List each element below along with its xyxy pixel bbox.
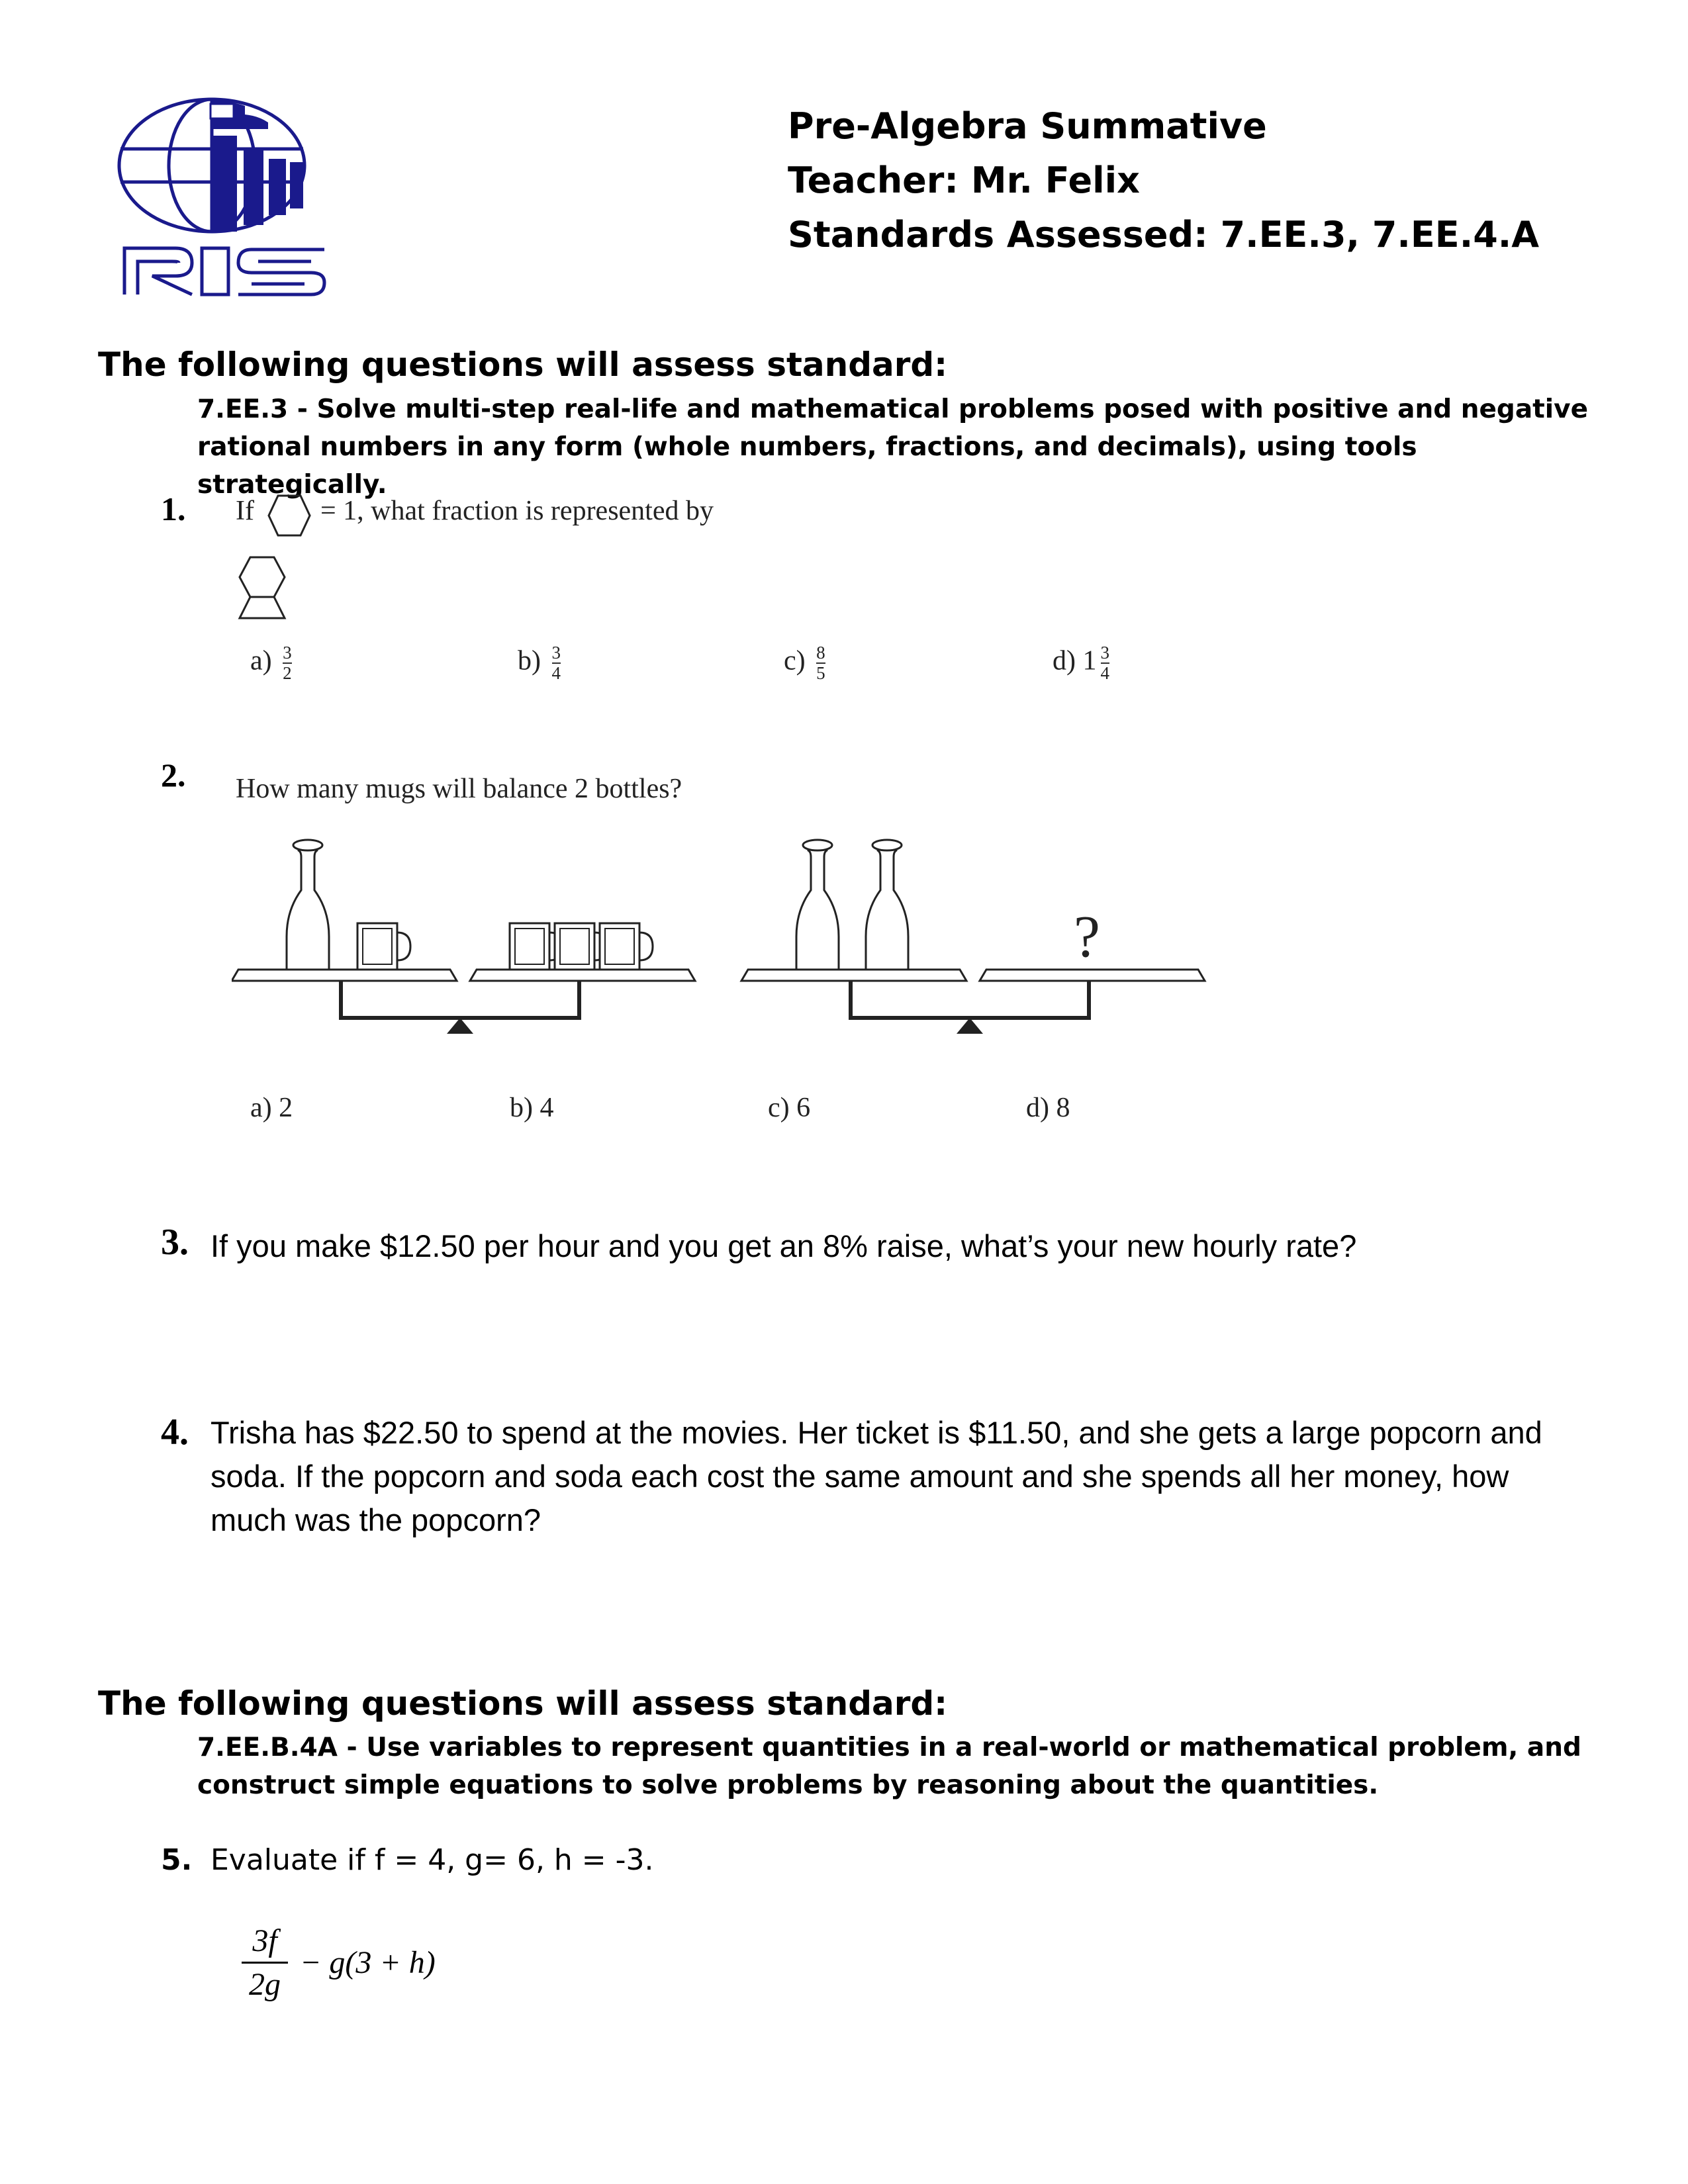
- q2-option-c: c) 6: [768, 1093, 811, 1123]
- bottle-icon: [796, 840, 839, 970]
- section2-standard-code: 7.EE.B.4A -: [197, 1733, 357, 1762]
- hexagon-icon: [266, 493, 312, 538]
- q1-option-a-label: a): [250, 645, 272, 676]
- question-3-number: 3.: [161, 1222, 189, 1263]
- expression-fraction: [242, 1923, 288, 2003]
- q1-option-d-num: 3: [1100, 643, 1109, 662]
- school-logo: [113, 96, 338, 301]
- q2-option-a: a) 2: [250, 1093, 293, 1123]
- question-1-prompt-if: If: [236, 496, 254, 526]
- q1-option-d-label: d): [1053, 645, 1076, 676]
- q1-option-c-label: c): [784, 645, 806, 676]
- q1-option-d-whole: 1: [1082, 645, 1097, 676]
- question-4-number: 4.: [161, 1412, 189, 1453]
- expression-denominator: 2g: [249, 1967, 281, 2002]
- question-2-number: 2.: [161, 756, 186, 794]
- q1-option-a-fraction: [283, 644, 292, 682]
- q1-option-d: [1053, 644, 1109, 682]
- q1-option-a-num: 3: [283, 643, 292, 662]
- q1-option-d-fraction: [1101, 644, 1110, 682]
- q1-option-b-label: b): [518, 645, 541, 676]
- expression-rest: − g(3 + h): [300, 1945, 436, 1980]
- q1-option-c: [784, 644, 825, 682]
- q1-option-c-num: 8: [816, 643, 825, 662]
- document-header: [788, 99, 1615, 262]
- left-balance-scale: [232, 840, 695, 1034]
- expression: [242, 1923, 436, 2003]
- q1-option-c-den: 5: [816, 663, 825, 683]
- document-title: Pre-Algebra Summative: [788, 105, 1267, 147]
- q1-option-b: [518, 644, 561, 682]
- question-3-text: If you make $12.50 per hour and you get an 8% raise, what’s your new hourly rate?: [211, 1228, 1357, 1263]
- bottle-icon: [287, 840, 329, 970]
- q1-option-a: [250, 644, 292, 682]
- q2-option-b: b) 4: [510, 1093, 554, 1123]
- teacher-name: Teacher: Mr. Felix: [788, 159, 1140, 201]
- section1-standard-code: 7.EE.3 -: [197, 394, 308, 424]
- section2-standard: [197, 1729, 1601, 1804]
- q1-option-b-fraction: [552, 644, 561, 682]
- question-1-number: 1.: [161, 490, 186, 527]
- question-2-prompt: How many mugs will balance 2 bottles?: [236, 774, 682, 804]
- expression-numerator: 3f: [252, 1923, 277, 1958]
- right-balance-scale: [741, 840, 1205, 1034]
- ris-lettering-icon: [119, 243, 331, 299]
- q1-option-b-den: 4: [551, 663, 561, 683]
- mug-icon: [357, 923, 410, 970]
- q2-option-d: d) 8: [1026, 1093, 1070, 1123]
- question-5-number: 5.: [161, 1843, 193, 1877]
- section1-standard-description: Solve multi-step real-life and mathematical problems posed with positive and negative rational numbers in any form (whole numbers, fractions, and decimals), using tools strategically.: [197, 394, 1589, 500]
- standards-assessed: Standards Assessed: 7.EE.3, 7.EE.4.A: [788, 214, 1540, 255]
- section1-heading: The following questions will assess standard:: [98, 345, 948, 384]
- section1-standard: [197, 390, 1601, 504]
- q1-option-a-den: 2: [283, 663, 292, 683]
- section2-heading: The following questions will assess standard:: [98, 1684, 948, 1723]
- bottle-icon: [866, 840, 908, 970]
- q1-option-b-num: 3: [551, 643, 561, 662]
- unknown-question-mark: ?: [1074, 904, 1100, 970]
- balance-scales-figure: [232, 834, 1211, 1052]
- question-4-text: Trisha has $22.50 to spend at the movies. Her ticket is $11.50, and she gets a large popcorn and soda. If the popcorn and soda each cost the same amount and she spends all her money, how much was the popcorn?: [211, 1415, 1542, 1537]
- q1-option-d-den: 4: [1100, 663, 1109, 683]
- question-1-prompt: = 1, what fraction is represented by: [320, 496, 714, 526]
- question-5-text: Evaluate if f = 4, g= 6, h = -3.: [211, 1843, 654, 1877]
- hexagon-trapezoid-figure-icon: [237, 555, 287, 621]
- mug-icon: [600, 923, 653, 970]
- section2-standard-description: Use variables to represent quantities in a real-world or mathematical problem, and construct simple equations to solve problems by reasoning about the quantities.: [197, 1733, 1581, 1800]
- q1-option-c-fraction: [816, 644, 825, 682]
